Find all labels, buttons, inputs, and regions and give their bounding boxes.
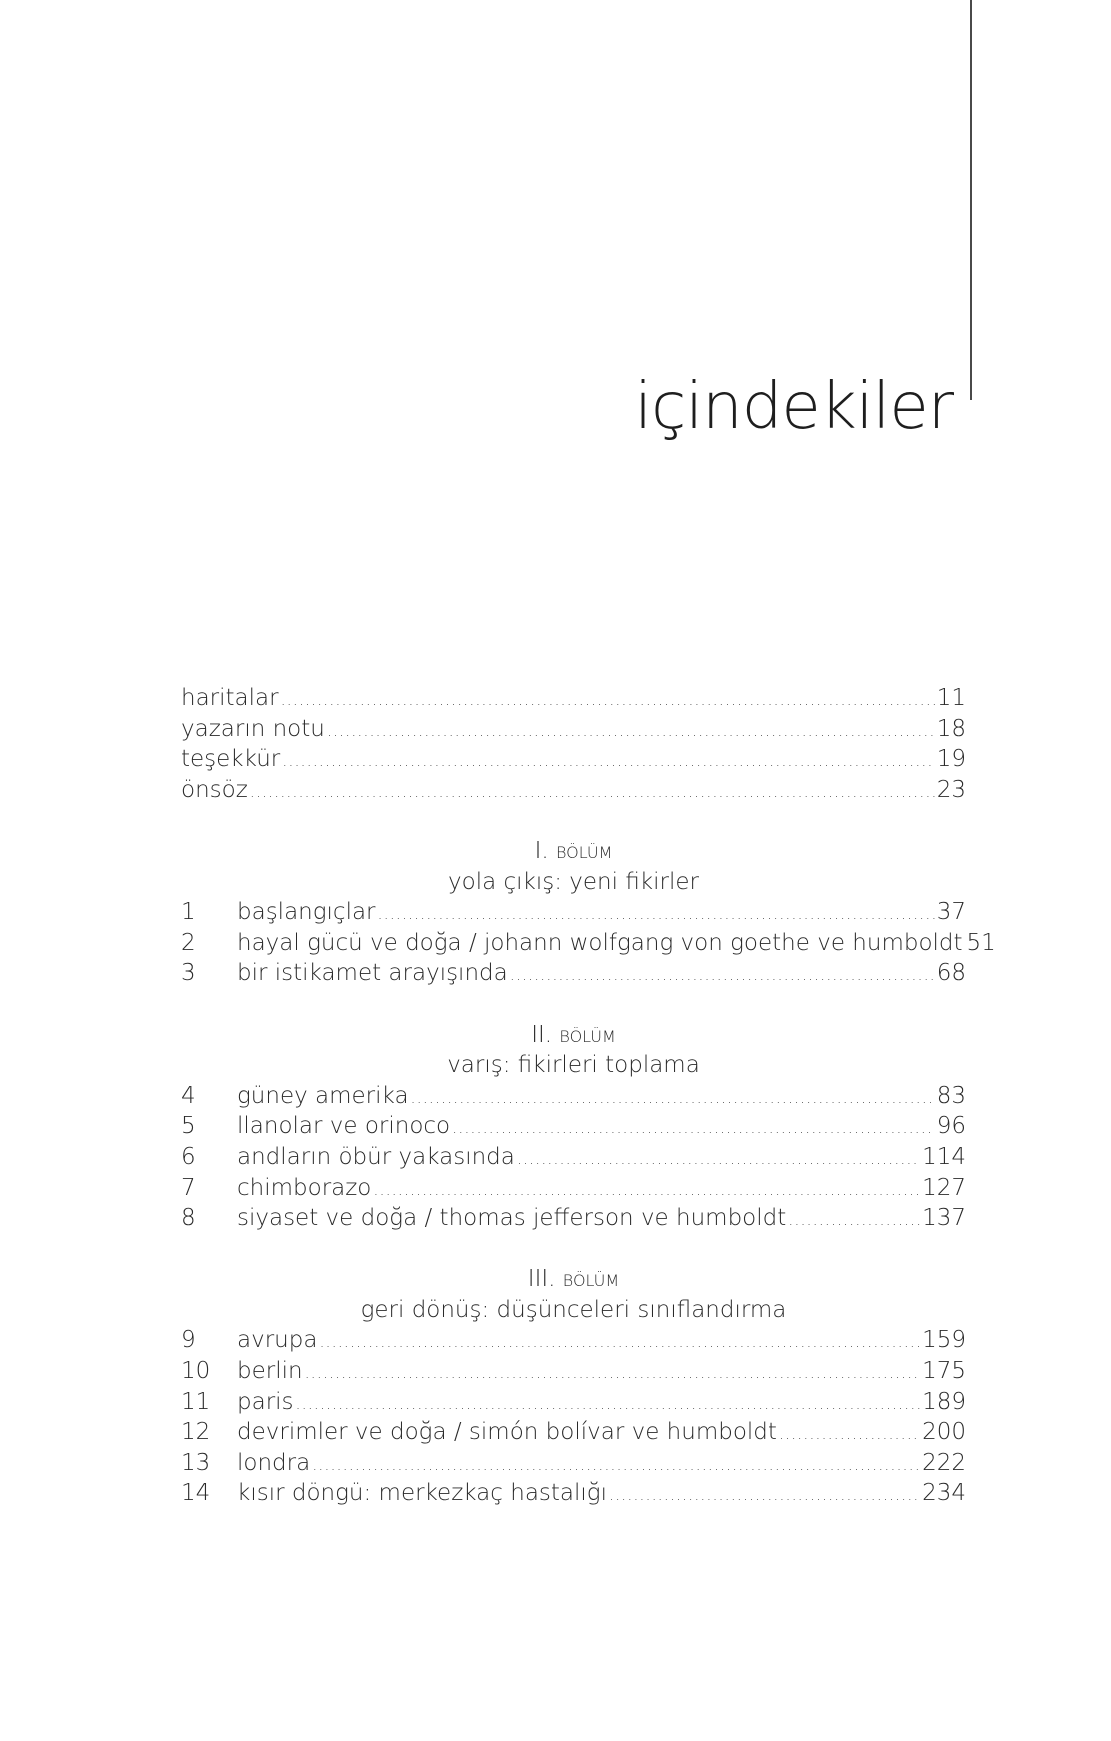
toc-entry-label: devrimler ve doğa / simón bolívar ve humboldt [237, 1419, 777, 1446]
dot-leader [411, 1083, 935, 1114]
decorative-vertical-rule [970, 0, 972, 400]
front-matter-list [181, 683, 966, 805]
toc-entry-label: chimborazo [237, 1174, 372, 1201]
toc-entry-page-number: 127 [922, 1174, 966, 1201]
parts-list [181, 805, 996, 1509]
toc-entry-page-number: 19 [936, 746, 966, 773]
toc-entry[interactable] [181, 897, 966, 928]
toc-entry[interactable] [181, 1081, 966, 1112]
part-label: I. bölüm [534, 837, 613, 864]
toc-entry-number: 2 [181, 929, 196, 956]
dot-leader [788, 1205, 920, 1236]
toc-entry-page-number: 222 [922, 1449, 966, 1476]
part-label: II. bölüm [531, 1021, 616, 1048]
toc-entry-label: hayal gücü ve doğa / johann wolfgang von goethe ve humboldt [237, 929, 963, 956]
dot-leader [517, 1144, 920, 1175]
dot-leader [779, 1419, 920, 1450]
toc-entry-page-number: 11 [936, 685, 966, 711]
toc-entry[interactable] [181, 1478, 966, 1509]
toc-entry-label: önsöz [181, 776, 248, 803]
toc-entry-page-number: 37 [936, 899, 966, 926]
toc-entry-label: paris [237, 1388, 294, 1415]
toc-entry-label: teşekkür [181, 746, 281, 773]
toc-entry-number: 8 [181, 1205, 196, 1232]
dot-leader [373, 1175, 920, 1206]
toc-entry-label: yazarın notu [181, 715, 325, 742]
toc-entry-label: kısır döngü: merkezkaç hastalığı [237, 1480, 607, 1507]
dot-leader [609, 1480, 920, 1511]
toc-entry-label: başlangıçlar [237, 899, 376, 926]
toc-entry-label: bir istikamet arayışında [237, 960, 508, 987]
toc-entry[interactable] [181, 744, 966, 775]
part-title: geri dönüş: düşünceleri sınıflandırma [360, 1296, 787, 1323]
toc-entry-page-number: 175 [922, 1358, 966, 1385]
dot-leader [282, 746, 934, 777]
toc-entry-number: 5 [181, 1113, 196, 1140]
section-spacer [181, 805, 966, 836]
dot-leader [250, 777, 935, 808]
toc-entry-number: 13 [181, 1449, 211, 1476]
toc-entry-label: berlin [237, 1358, 303, 1385]
toc-entry-number: 7 [181, 1174, 196, 1201]
toc-entry-page-number: 159 [922, 1327, 966, 1354]
toc-entry-label: haritalar [181, 685, 279, 711]
toc-entry-page-number: 200 [922, 1419, 966, 1446]
toc-entry-label: avrupa [237, 1327, 318, 1354]
toc-entry-page-number: 68 [936, 960, 966, 987]
toc-entry[interactable] [181, 683, 966, 714]
toc-entry-page-number: 189 [922, 1388, 966, 1415]
toc-entry[interactable] [181, 1356, 966, 1387]
toc-entry[interactable] [181, 1142, 966, 1173]
dot-leader [327, 716, 935, 747]
dot-leader [319, 1327, 920, 1358]
toc-entry[interactable] [181, 1448, 966, 1479]
dot-leader [281, 685, 935, 716]
toc-entry[interactable] [181, 928, 996, 959]
dot-leader [452, 1113, 935, 1144]
toc-entry[interactable] [181, 775, 966, 806]
toc-entry[interactable] [181, 958, 966, 989]
dot-leader [312, 1450, 920, 1481]
toc-entry-label: siyaset ve doğa / thomas jefferson ve humboldt [237, 1205, 787, 1232]
part-title: varış: fikirleri toplama [447, 1052, 700, 1079]
toc-entry[interactable] [181, 1325, 966, 1356]
toc-entry[interactable] [181, 1387, 966, 1418]
toc-entry-page-number: 114 [922, 1143, 966, 1170]
toc-entry[interactable] [181, 714, 966, 745]
toc-entry-number: 1 [181, 899, 196, 926]
toc-entry-number: 12 [181, 1419, 211, 1446]
toc-entry-page-number: 23 [936, 776, 966, 803]
table-of-contents [181, 683, 996, 1509]
dot-leader [378, 899, 935, 930]
dot-leader [510, 960, 935, 991]
toc-entry[interactable] [181, 1173, 966, 1204]
toc-entry-number: 6 [181, 1143, 196, 1170]
toc-entry-page-number: 51 [966, 929, 996, 956]
toc-entry-number: 14 [181, 1480, 211, 1507]
toc-entry-number: 4 [181, 1082, 196, 1109]
toc-entry-label: llanolar ve orinoco [237, 1113, 451, 1140]
toc-entry[interactable] [181, 1417, 966, 1448]
section-spacer [181, 989, 966, 1020]
toc-entry-number: 11 [181, 1388, 211, 1415]
toc-entry[interactable] [181, 1203, 966, 1234]
toc-entry-number: 10 [181, 1358, 211, 1385]
toc-entry-page-number: 18 [936, 715, 966, 742]
toc-entry-label: andların öbür yakasında [237, 1143, 515, 1170]
toc-entry-label: londra [237, 1449, 311, 1476]
page-title: içindekiler [634, 369, 953, 444]
toc-entry[interactable] [181, 1111, 966, 1142]
section-spacer [181, 1234, 966, 1265]
toc-entry-page-number: 96 [936, 1113, 966, 1140]
toc-entry-page-number: 83 [936, 1082, 966, 1109]
toc-entry-page-number: 234 [922, 1480, 966, 1507]
toc-entry-number: 3 [181, 960, 196, 987]
toc-entry-number: 9 [181, 1327, 196, 1354]
toc-entry-page-number: 137 [922, 1205, 966, 1232]
part-label: III. bölüm [527, 1266, 620, 1293]
part-title: yola çıkış: yeni fikirler [448, 868, 699, 895]
dot-leader [305, 1358, 921, 1389]
dot-leader [296, 1389, 921, 1420]
toc-entry-label: güney amerika [237, 1082, 409, 1109]
